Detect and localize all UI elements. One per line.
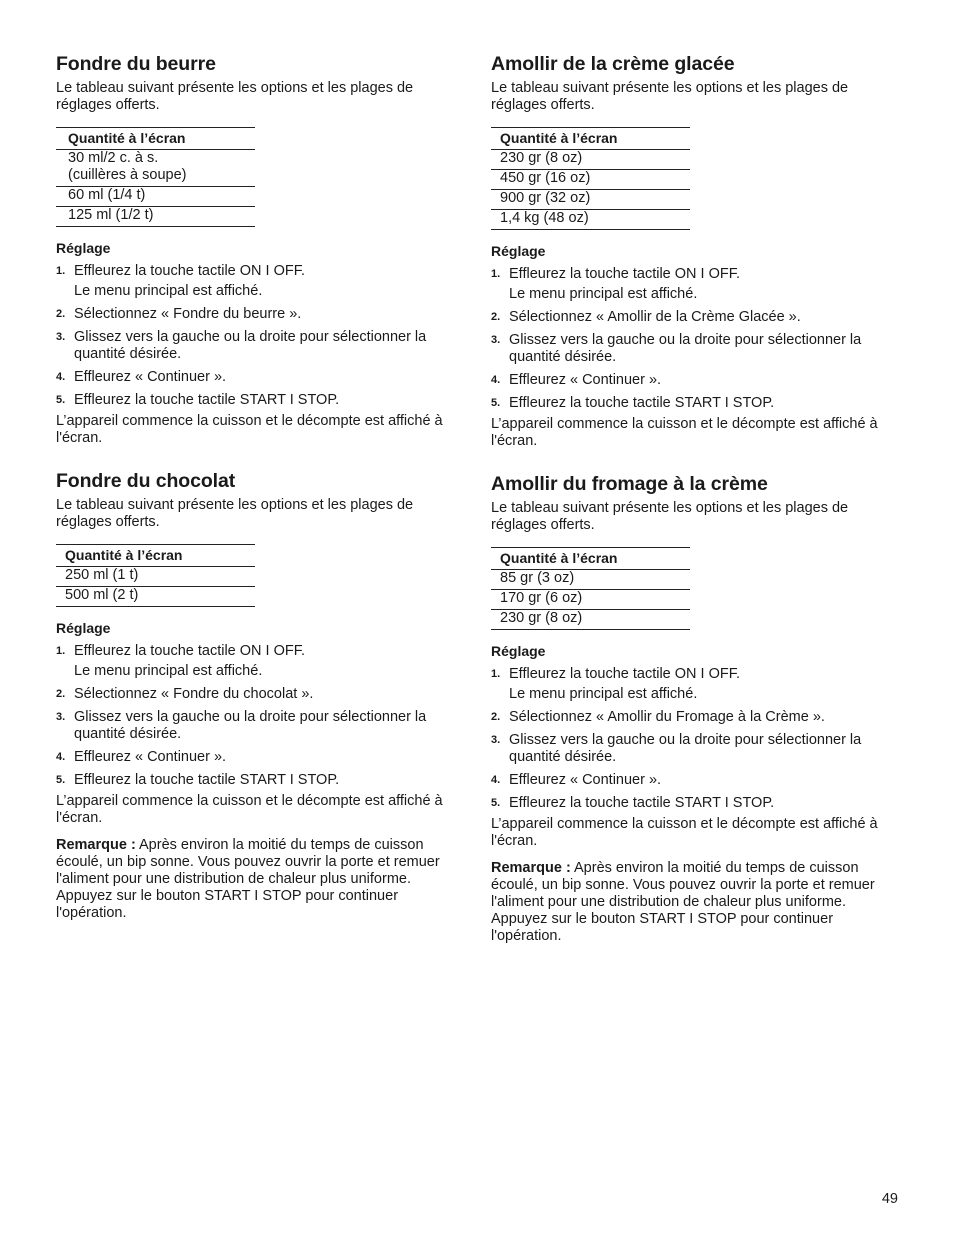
table-cell: 1,4 kg (48 oz): [491, 210, 690, 230]
table-cell: 85 gr (3 oz): [491, 570, 690, 590]
setting-heading: Réglage: [56, 240, 111, 256]
note-text: Après environ la moitié du temps de cuisson écoulé, un bip sonne. Vous pouvez ouvrir la porte et remuer l'aliment pour une distribution de chaleur plus uniforme. Appuyez sur le bouton START I STOP pour continuer l'opération.: [491, 860, 875, 944]
step-item: 2. Sélectionnez « Amollir de la Crème Glacée ».: [491, 309, 801, 325]
step-item: 3. Glissez vers la gauche ou la droite pour sélectionner la quantité désirée.: [491, 732, 862, 765]
left-column: [56, 52, 466, 936]
table-row: [491, 170, 690, 190]
table-cell: 125 ml (1/2 t): [56, 207, 255, 227]
result-text: L’appareil commence la cuisson et le décompte est affiché à l'écran.: [491, 416, 878, 449]
step-item: 4. Effleurez « Continuer ».: [56, 369, 227, 385]
section-intro: Le tableau suivant présente les options et les plages de réglages offerts.: [491, 500, 849, 533]
table-cell: 230 gr (8 oz): [491, 150, 690, 170]
section-title: Fondre du beurre: [56, 53, 216, 75]
note-paragraph: [56, 837, 466, 922]
section-intro: Le tableau suivant présente les options et les plages de réglages offerts.: [56, 497, 414, 530]
table-cell: 250 ml (1 t): [56, 567, 255, 587]
table-row: [491, 590, 690, 610]
table-row: [491, 210, 690, 230]
section-intro: Le tableau suivant présente les options et les plages de réglages offerts.: [491, 80, 849, 113]
table-header: Quantité à l’écran: [56, 545, 255, 567]
step-item: 3. Glissez vers la gauche ou la droite pour sélectionner la quantité désirée.: [56, 709, 427, 742]
table-header: Quantité à l’écran: [491, 128, 690, 150]
step-item: 2. Sélectionnez « Fondre du beurre ».: [56, 306, 302, 322]
note-paragraph: [491, 860, 901, 945]
step-item: 3. Glissez vers la gauche ou la droite pour sélectionner la quantité désirée.: [56, 329, 427, 362]
step-item: 4. Effleurez « Continuer ».: [491, 372, 662, 388]
result-text: L’appareil commence la cuisson et le décompte est affiché à l'écran.: [56, 793, 443, 826]
step-item: 1. Effleurez la touche tactile ON I OFF. Le menu principal est affiché.: [56, 263, 306, 299]
step-item: 2. Sélectionnez « Amollir du Fromage à la Crème ».: [491, 709, 825, 725]
step-item: 2. Sélectionnez « Fondre du chocolat ».: [56, 686, 314, 702]
setting-heading: Réglage: [491, 643, 546, 659]
table-cell: 230 gr (8 oz): [491, 610, 690, 630]
step-item: 5. Effleurez la touche tactile START I STOP.: [56, 772, 340, 788]
setting-heading: Réglage: [491, 243, 546, 259]
step-item: 5. Effleurez la touche tactile START I STOP.: [56, 392, 340, 408]
steps-list: [56, 643, 466, 789]
section-title: Amollir du fromage à la crème: [491, 473, 768, 495]
table-cell: 30 ml/2 c. à s. (cuillères à soupe): [56, 150, 255, 187]
step-item: 5. Effleurez la touche tactile START I STOP.: [491, 395, 775, 411]
result-text: L’appareil commence la cuisson et le décompte est affiché à l'écran.: [491, 816, 878, 849]
table-row: [491, 150, 690, 170]
quantity-table: [56, 544, 255, 607]
table-header: Quantité à l’écran: [491, 548, 690, 570]
table-header: Quantité à l’écran: [56, 128, 255, 150]
note-label: Remarque :: [56, 837, 136, 853]
step-item: 4. Effleurez « Continuer ».: [491, 772, 662, 788]
step-item: 5. Effleurez la touche tactile START I STOP.: [491, 795, 775, 811]
steps-list: [491, 266, 901, 412]
right-column: [491, 52, 901, 959]
table-row: [491, 190, 690, 210]
step-item: 1. Effleurez la touche tactile ON I OFF. Le menu principal est affiché.: [56, 643, 306, 679]
quantity-table: [491, 547, 690, 630]
table-row: [56, 150, 255, 187]
section-fondre-beurre: [56, 52, 466, 447]
section-amollir-creme-glacee: [491, 52, 901, 450]
section-title: Amollir de la crème glacée: [491, 53, 735, 75]
steps-list: [491, 666, 901, 812]
step-item: 1. Effleurez la touche tactile ON I OFF. Le menu principal est affiché.: [491, 666, 741, 702]
table-cell: 170 gr (6 oz): [491, 590, 690, 610]
result-text: L’appareil commence la cuisson et le décompte est affiché à l'écran.: [56, 413, 443, 446]
section-amollir-fromage-creme: [491, 472, 901, 945]
table-row: [491, 610, 690, 630]
setting-heading: Réglage: [56, 620, 111, 636]
section-intro: Le tableau suivant présente les options et les plages de réglages offerts.: [56, 80, 414, 113]
table-row: [56, 207, 255, 227]
note-label: Remarque :: [491, 860, 571, 876]
steps-list: [56, 263, 466, 409]
table-cell: 60 ml (1/4 t): [56, 187, 255, 207]
step-item: 4. Effleurez « Continuer ».: [56, 749, 227, 765]
table-row: [56, 187, 255, 207]
step-item: 3. Glissez vers la gauche ou la droite pour sélectionner la quantité désirée.: [491, 332, 862, 365]
page-number: 49: [881, 1191, 898, 1207]
table-cell: 900 gr (32 oz): [491, 190, 690, 210]
note-text: Après environ la moitié du temps de cuisson écoulé, un bip sonne. Vous pouvez ouvrir la porte et remuer l'aliment pour une distribution de chaleur plus uniforme. Appuyez sur le bouton START I STOP pour continuer l'opération.: [56, 837, 440, 921]
table-row: [56, 587, 255, 607]
table-cell: 450 gr (16 oz): [491, 170, 690, 190]
quantity-table: [56, 127, 255, 227]
step-item: 1. Effleurez la touche tactile ON I OFF. Le menu principal est affiché.: [491, 266, 741, 302]
table-row: [56, 567, 255, 587]
table-cell: 500 ml (2 t): [56, 587, 255, 607]
quantity-table: [491, 127, 690, 230]
section-fondre-chocolat: [56, 469, 466, 922]
section-title: Fondre du chocolat: [56, 470, 236, 492]
table-row: [491, 570, 690, 590]
